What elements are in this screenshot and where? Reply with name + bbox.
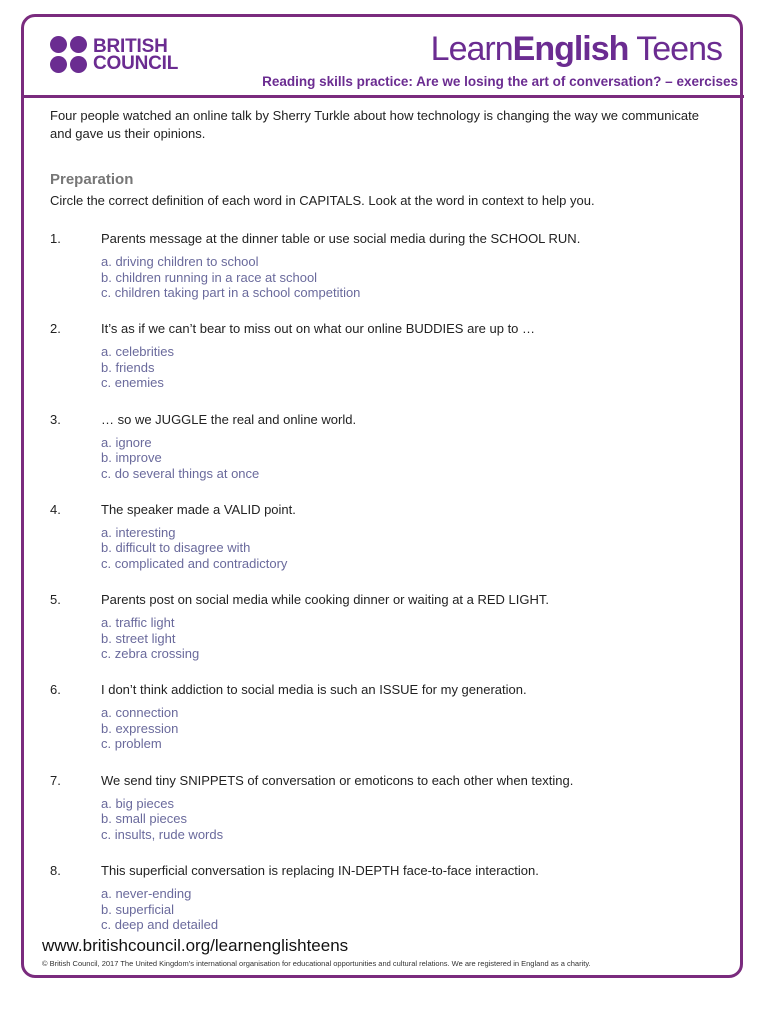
question-text: It’s as if we can’t bear to miss out on what our online BUDDIES are up to … [101,321,536,337]
section-title: Preparation [50,171,134,188]
brand-learn: Learn [430,30,513,68]
page-subtitle: Reading skills practice: Are we losing the art of conversation? – exercises [262,74,738,89]
option-b[interactable]: b. difficult to disagree with [101,540,251,556]
question-number: 8. [50,863,61,879]
option-a[interactable]: a. interesting [101,524,176,540]
option-b[interactable]: b. improve [101,450,162,466]
question-text: The speaker made a VALID point. [101,501,296,517]
british-council-logo [50,36,178,74]
option-c[interactable]: c. do several things at once [101,465,260,481]
question-number: 5. [50,592,61,608]
option-c[interactable]: c. zebra crossing [101,646,200,662]
logo-dots-icon [50,36,88,74]
footer-url-link[interactable]: www.britishcouncil.org/learnenglishteens [42,936,349,955]
option-c[interactable]: c. enemies [101,375,164,391]
intro-paragraph: Four people watched an online talk by Sherry Turkle about how technology is changing the way we communicate and gave us their opinions. [50,108,699,141]
option-a[interactable]: a. connection [101,705,179,721]
option-b[interactable]: b. small pieces [101,811,187,827]
question-item [50,592,730,682]
option-a[interactable]: a. traffic light [101,615,175,631]
question-item [50,502,730,592]
instruction-text: Circle the correct definition of each word in CAPITALS. Look at the word in context to help you. [50,193,595,208]
option-b[interactable]: b. expression [101,720,179,736]
option-a[interactable]: a. celebrities [101,344,174,360]
question-number: 4. [50,501,61,517]
question-number: 3. [50,411,61,427]
question-number: 2. [50,321,61,337]
option-b[interactable]: b. street light [101,630,176,646]
question-number: 7. [50,772,61,788]
question-number: 1. [50,231,61,246]
question-item [50,682,730,772]
logo-line-2: COUNCIL [93,53,179,74]
question-text: … so we JUGGLE the real and online world. [101,411,357,427]
question-text: I don’t think addiction to social media is such an ISSUE for my generation. [101,682,527,698]
footer-legal-text: © British Council, 2017 The United Kingdom’s international organisation for educational opportunities and cultural relations. We are registered in England as a charity. [42,959,591,968]
question-item [50,773,730,863]
option-a[interactable]: a. big pieces [101,795,174,811]
header-divider [24,95,744,98]
question-text: This superficial conversation is replacing IN-DEPTH face-to-face interaction. [101,863,539,879]
question-number: 6. [50,682,61,698]
logo-line-1: BRITISH [93,36,168,57]
option-a[interactable]: a. ignore [101,434,152,450]
option-b[interactable]: b. superficial [101,901,174,917]
option-b[interactable]: b. children running in a race at school [101,269,318,285]
brand-teens: Teens [628,30,722,68]
option-b[interactable]: b. friends [101,359,155,375]
option-c[interactable]: c. complicated and contradictory [101,555,288,571]
question-text: Parents message at the dinner table or use social media during the SCHOOL RUN. [101,231,581,246]
question-item [50,412,730,502]
question-item [50,231,730,321]
option-c[interactable]: c. deep and detailed [101,917,219,933]
option-c[interactable]: c. problem [101,736,162,752]
learnenglish-teens-brand [431,30,722,69]
option-a[interactable]: a. driving children to school [101,254,259,269]
question-text: We send tiny SNIPPETS of conversation or emoticons to each other when texting. [101,772,574,788]
option-a[interactable]: a. never-ending [101,886,192,902]
option-c[interactable]: c. children taking part in a school competition [101,285,361,300]
question-text: Parents post on social media while cooking dinner or waiting at a RED LIGHT. [101,592,549,608]
option-c[interactable]: c. insults, rude words [101,826,224,842]
question-item [50,321,730,411]
brand-english: English [512,30,629,68]
question-list [50,231,730,953]
